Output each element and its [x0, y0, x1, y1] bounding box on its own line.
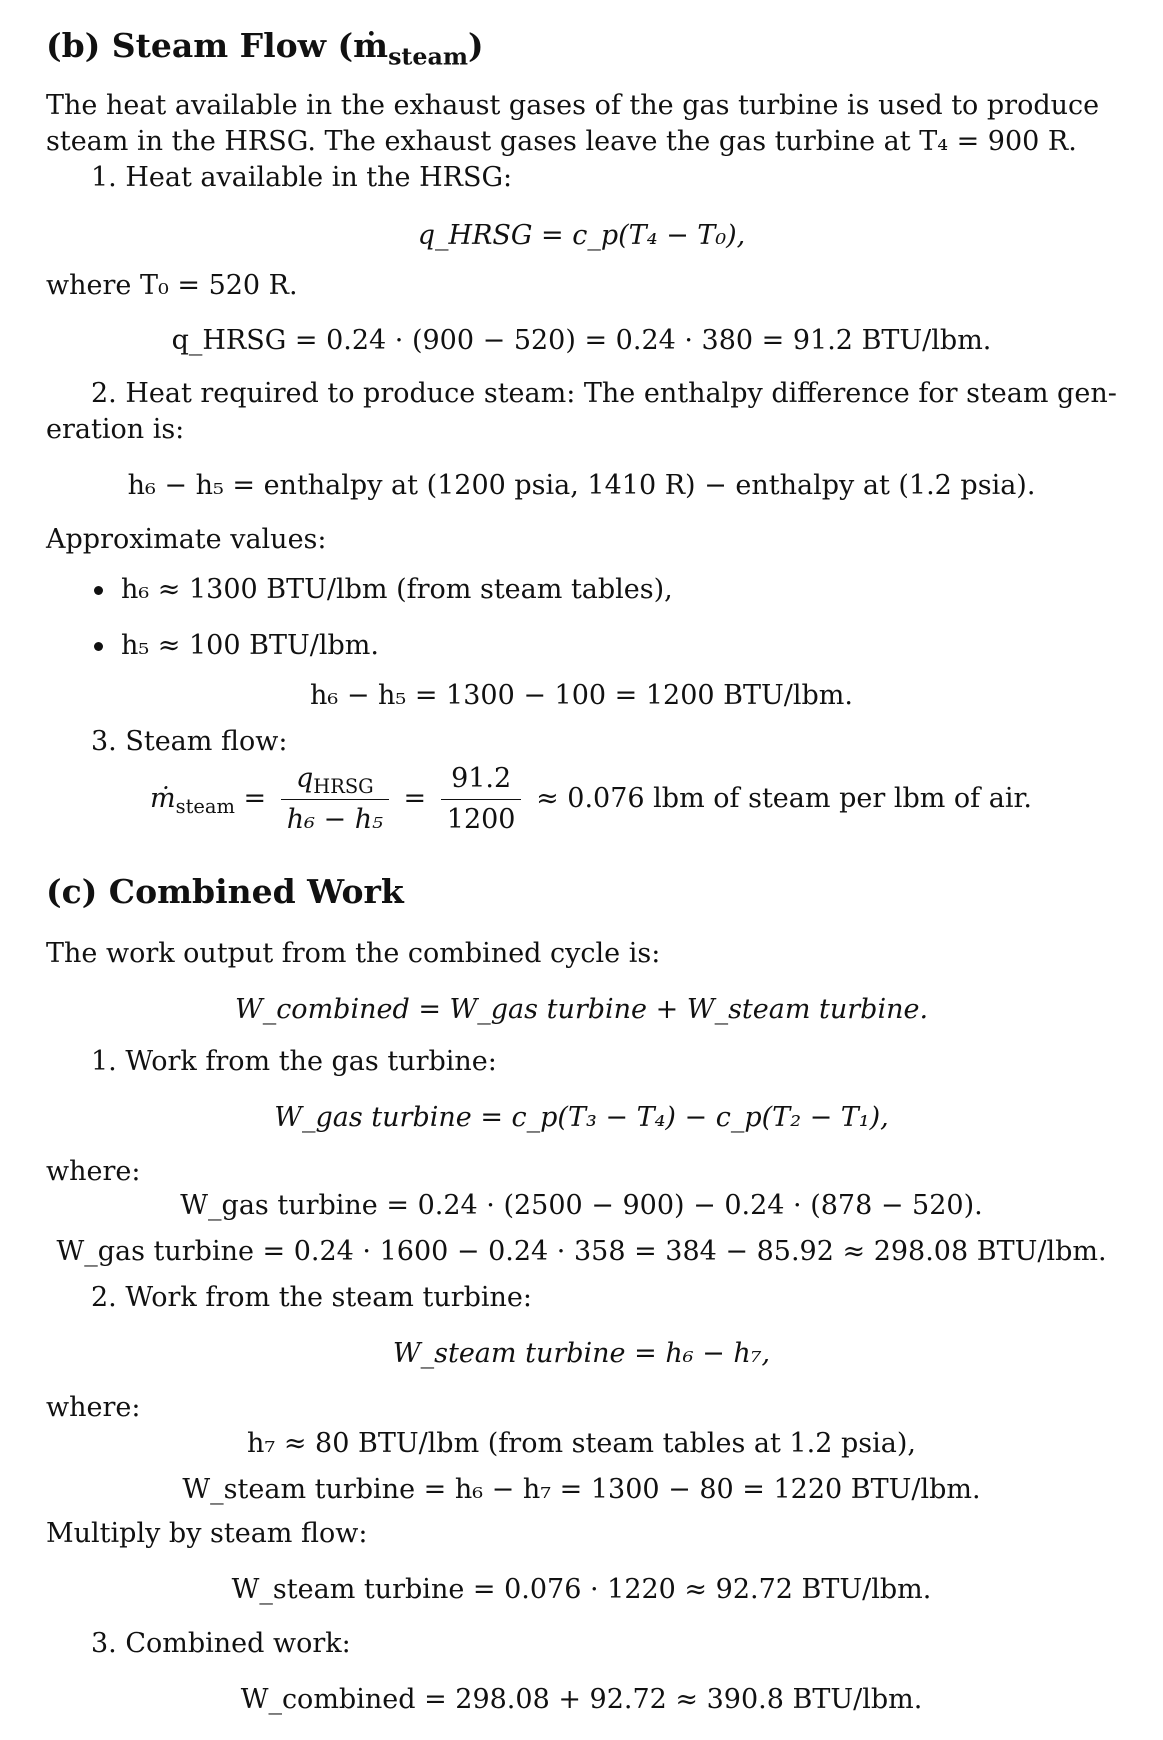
- section-b-intro-line-1: The heat available in the exhaust gases of the gas turbine is used to produce: [46, 90, 1100, 121]
- step-2-steam-turbine-work: 2. Work from the steam turbine:: [91, 1282, 533, 1313]
- equation-w-steam-turbine-flow: W_steam turbine = 0.076 · 1220 ≈ 92.72 BTU/lbm.: [231, 1574, 932, 1605]
- section-b-intro-line-2: steam in the HRSG. The exhaust gases leave the gas turbine at T₄ = 900 R.: [46, 126, 1077, 157]
- multiply-by-steam-flow-label: Multiply by steam flow:: [46, 1518, 368, 1549]
- equation-q-hrsg: q_HRSG = c_p(T₄ − T₀),: [417, 220, 746, 251]
- section-c-intro: The work output from the combined cycle is:: [46, 938, 661, 969]
- step-1-heat-available: 1. Heat available in the HRSG:: [91, 162, 513, 193]
- equation-w-gas-turbine: W_gas turbine = c_p(T₃ − T₄) − c_p(T₂ − T₁),: [274, 1102, 889, 1133]
- fraction-numeric: $\frac{91.2}{1200}$: [441, 762, 522, 837]
- equation-steam-flow: ṁ$_{steam}$ = $\frac{q_{HRSG}}{\text{h₆ − h₅}}$ = $\frac{91.2}{1200}$ ≈ 0.076 lbm of steam per lbm of air.: [150, 763, 1033, 835]
- step-2-heat-required-line-1: 2. Heat required to produce steam: The enthalpy difference for steam gen-: [91, 378, 1117, 409]
- equation-w-gas-turbine-value-2: W_gas turbine = 0.24 · 1600 − 0.24 · 358 = 384 − 85.92 ≈ 298.08 BTU/lbm.: [56, 1236, 1107, 1267]
- where-label-1: where:: [46, 1156, 141, 1187]
- equation-h7: h₇ ≈ 80 BTU/lbm (from steam tables at 1.2 psia),: [247, 1428, 916, 1459]
- where-label-2: where:: [46, 1392, 141, 1423]
- step-3-steam-flow: 3. Steam flow:: [91, 726, 288, 757]
- equation-w-combined-value: W_combined = 298.08 + 92.72 ≈ 390.8 BTU/lbm.: [240, 1684, 923, 1715]
- section-c-heading: (c) Combined Work: [46, 872, 404, 911]
- equation-q-hrsg-value: q_HRSG = 0.24 · (900 − 520) = 0.24 · 380 = 91.2 BTU/lbm.: [171, 325, 992, 356]
- equation-enthalpy-difference: h₆ − h₅ = enthalpy at (1200 psia, 1410 R) − enthalpy at (1.2 psia).: [127, 470, 1036, 501]
- equation-w-steam-turbine: W_steam turbine = h₆ − h₇,: [392, 1338, 771, 1369]
- step-3-combined-work: 3. Combined work:: [91, 1628, 351, 1659]
- step-1-gas-turbine-work: 1. Work from the gas turbine:: [91, 1046, 497, 1077]
- fraction-q-over-dh: $\frac{q_{HRSG}}{\text{h₆ − h₅}}$: [281, 762, 389, 837]
- approximate-values-label: Approximate values:: [46, 524, 327, 555]
- where-t0-text: where T₀ = 520 R.: [46, 270, 298, 301]
- equation-w-steam-turbine-value: W_steam turbine = h₆ − h₇ = 1300 − 80 = 1220 BTU/lbm.: [182, 1474, 981, 1505]
- bullet-h6: h₆ ≈ 1300 BTU/lbm (from steam tables),: [94, 574, 673, 606]
- equation-enthalpy-difference-value: h₆ − h₅ = 1300 − 100 = 1200 BTU/lbm.: [310, 680, 853, 711]
- bullet-h5: h₅ ≈ 100 BTU/lbm.: [94, 630, 379, 662]
- bullet-icon: [94, 642, 103, 651]
- equation-w-gas-turbine-value-1: W_gas turbine = 0.24 · (2500 − 900) − 0.24 · (878 − 520).: [180, 1190, 983, 1221]
- section-b-heading: (b) Steam Flow (ṁ$_{steam}$): [46, 26, 484, 71]
- bullet-icon: [94, 586, 103, 595]
- step-2-heat-required-line-2: eration is:: [46, 414, 185, 445]
- equation-w-combined: W_combined = W_gas turbine + W_steam turbine.: [234, 994, 929, 1025]
